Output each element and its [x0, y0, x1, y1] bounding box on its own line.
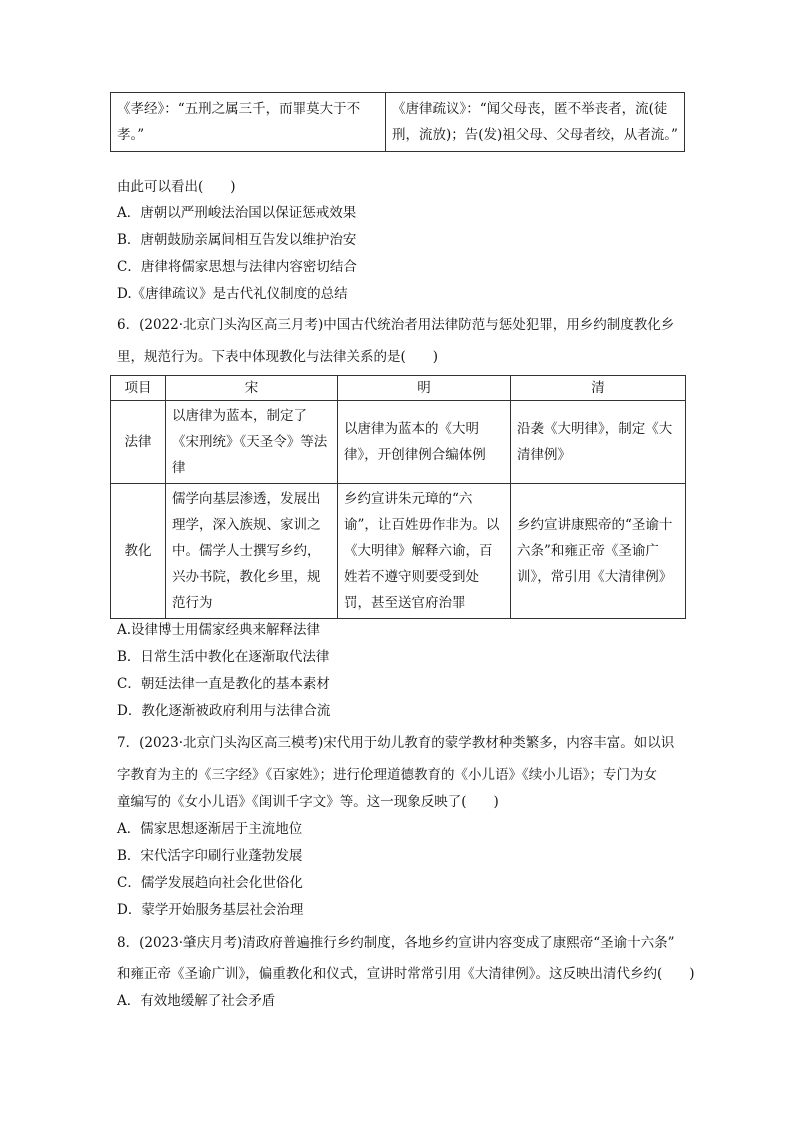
q8-stem-line1: 8．(2023·肇庆月考)清政府普遍推行乡约制度，各地乡约宣讲内容变成了康熙帝“圣谕十六条”: [117, 935, 675, 951]
q5-stem: 由此可以看出( ): [117, 179, 236, 195]
cell-edu-qing: 乡约宣讲康熙帝的“圣谕十六条”和雍正帝《圣谕广训》，常引用《大清律例》: [511, 484, 686, 619]
q7-option-a: A．儒家思想逐渐居于主流地位: [117, 821, 303, 837]
table-row: [111, 401, 686, 484]
cell-law-ming: 以唐律为蓝本的《大明律》，开创律例合编体例: [338, 401, 511, 484]
header-item: 项目: [111, 376, 166, 401]
tanglv-quote: 《唐律疏议》：“闻父母丧，匿不举丧者，流(徒刑，流放)；告(发)祖父母、父母者绞，从者流。”: [386, 93, 685, 152]
q5-option-d: D.《唐律疏议》是古代礼仪制度的总结: [117, 286, 348, 302]
q7-stem-line1: 7．(2023·北京门头沟区高三模考)宋代用于幼儿教育的蒙学教材种类繁多，内容丰富。如以识: [117, 735, 675, 751]
dynasty-comparison-table: [110, 375, 686, 619]
q6-option-d: D．教化逐渐被政府利用与法律合流: [117, 703, 331, 719]
q6-stem-line1: 6．(2022·北京门头沟区高三月考)中国古代统治者用法律防范与惩处犯罪，用乡约制度教化乡: [117, 317, 675, 333]
q7-stem-line2: 字教育为主的《三字经》《百家姓》；进行伦理道德教育的《小儿语》《续小儿语》；专门为女: [117, 767, 657, 783]
q5-option-a: A．唐朝以严刑峻法治国以保证惩戒效果: [117, 205, 357, 221]
xiaojing-quote: 《孝经》：“五刑之属三千，而罪莫大于不孝。”: [111, 93, 386, 152]
q5-option-c: C．唐律将儒家思想与法律内容密切结合: [117, 259, 357, 275]
q8-stem-line2: 和雍正帝《圣谕广训》，偏重教化和仪式，宣讲时常常引用《大清律例》。这反映出清代乡约( ): [117, 966, 695, 982]
header-ming: 明: [338, 376, 511, 401]
cell-edu-song: 儒学向基层渗透，发展出理学，深入族规、家训之中。儒学人士撰写乡约，兴办书院，教化乡里，规范行为: [166, 484, 338, 619]
cell-law-song: 以唐律为蓝本，制定了《宋刑统》《天圣令》等法律: [166, 401, 338, 484]
table-row: [111, 484, 686, 619]
q6-option-a: A.设律博士用儒家经典来解释法律: [117, 622, 321, 638]
q6-stem-line2: 里，规范行为。下表中体现教化与法律关系的是( ): [117, 349, 439, 365]
header-song: 宋: [166, 376, 338, 401]
q7-option-b: B．宋代活字印刷行业蓬勃发展: [117, 848, 303, 864]
q7-stem-line3: 童编写的《女小儿语》《闺训千字文》等。这一现象反映了( ): [117, 794, 499, 810]
q7-option-d: D．蒙学开始服务基层社会治理: [117, 902, 304, 918]
row-label-law: 法律: [111, 401, 166, 484]
cell-edu-ming: 乡约宣讲朱元璋的“六谕”，让百姓毋作非为。以《大明律》解释六谕，百姓若不遵守则要受到处罚，甚至送官府治罪: [338, 484, 511, 619]
q8-option-a: A．有效地缓解了社会矛盾: [117, 993, 276, 1009]
cell-law-qing: 沿袭《大明律》，制定《大清律例》: [511, 401, 686, 484]
q7-option-c: C．儒学发展趋向社会化世俗化: [117, 875, 303, 891]
quote-table: [110, 92, 685, 152]
table-header-row: [111, 376, 686, 401]
q6-option-c: C．朝廷法律一直是教化的基本素材: [117, 676, 330, 692]
row-label-education: 教化: [111, 484, 166, 619]
table-row: [111, 93, 685, 152]
q5-option-b: B．唐朝鼓励亲属间相互告发以维护治安: [117, 232, 357, 248]
header-qing: 清: [511, 376, 686, 401]
q6-option-b: B．日常生活中教化在逐渐取代法律: [117, 649, 330, 665]
